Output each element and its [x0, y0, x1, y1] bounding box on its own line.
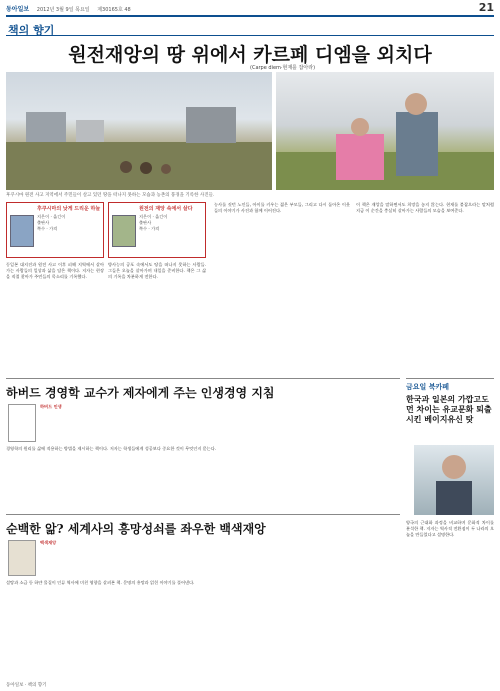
lead-body-text-4: 이 책은 재앙을 말하면서도 희망을 놓지 않는다. 현재를 붙잡으라는 말처럼 지금 이 순간을 충실히 살아가는 사람들의 모습을 보여준다.: [356, 202, 494, 213]
book-info-line-6: 쪽수 · 가격: [139, 226, 160, 231]
story3-body: [6, 580, 400, 676]
side-story-text: 양국의 근대화 과정을 비교하며 문화적 차이를 분석한 책. 저자는 역사적 전환점이 두 나라의 오늘을 만들었다고 설명한다.: [406, 520, 494, 537]
lead-byline: (Carpe diem·현재를 잡아라): [250, 65, 316, 71]
side-story-divider: [406, 378, 494, 379]
story3-text: 설탕과 소금 등 하얀 물질이 인류 역사에 미친 영향을 살펴본 책. 문명의 흥망과 얽힌 이야기를 풀어낸다.: [6, 580, 195, 585]
book-info-box-1: [6, 202, 104, 258]
story2-body: [6, 446, 400, 506]
book-info-line-3: 쪽수 · 가격: [37, 226, 58, 231]
header-rule: [6, 15, 494, 17]
lead-body-text-2: 방사능의 공포 속에서도 땅을 떠나지 못하는 사람들. 그들은 오늘을 살아가며 내일을 준비한다. 책은 그 삶의 기록을 차분하게 전한다.: [108, 262, 206, 279]
section-title: 책의 향기: [8, 24, 55, 37]
lead-photo-caption: 후쿠시마 원전 사고 지역에서 주민들이 살고 있던 땅을 떠나지 못하는 모습과 농촌의 풍경을 기록한 사진들.: [6, 193, 215, 198]
side-story-tag: 금요일 북카페: [406, 383, 450, 391]
page-footer: 동아일보 · 책의 향기: [6, 683, 47, 688]
edition: 제30165호 48: [97, 7, 131, 13]
side-story-headline: 한국과 일본의 가깝고도 먼 차이는 유교문화 퇴출시킨 베이지유신 탓: [406, 394, 492, 424]
masthead: 동아일보: [6, 6, 30, 13]
book-info-line-2: 출판사: [37, 220, 50, 225]
story2-headline: 하버드 경영학 교수가 제자에게 주는 인생경영 지침: [6, 386, 275, 400]
story-divider-2: [6, 514, 400, 515]
lead-photo-left: [6, 72, 272, 190]
book-cover-1: [10, 215, 34, 247]
lead-body-col-3: [214, 202, 350, 372]
story3-book-cover: [8, 540, 36, 576]
lead-body-text-3: 농사를 짓던 노인들, 아이를 키우는 젊은 부모들, 그리고 다시 돌아온 이웃들의 이야기가 사진과 함께 이어진다.: [214, 202, 350, 213]
issue-date: 2012년 3월 9일 목요일: [36, 7, 90, 13]
lead-headline: 원전재앙의 땅 위에서 카르페 디엠을 외치다: [68, 44, 432, 66]
page-number: 21: [478, 1, 494, 14]
lead-body-col-1: [6, 262, 104, 372]
book-info-line-5: 출판사: [139, 220, 152, 225]
book-info-line-4: 지은이 · 옮긴이: [139, 214, 168, 219]
story2-book-title: 하버드 인생: [40, 404, 62, 409]
book-info-line-1: 지은이 · 옮긴이: [37, 214, 66, 219]
book-info-box-2: [108, 202, 206, 258]
story2-book-cover: [8, 404, 36, 442]
lead-body-col-4: [356, 202, 494, 372]
book-info-title-1: 후쿠시마의 낮게 드리운 하늘: [37, 206, 101, 212]
page-header: [6, 1, 494, 15]
book-cover-2: [112, 215, 136, 247]
side-story-photo: [414, 445, 494, 515]
lead-body-text-1: 동일본 대지진과 원전 사고 이후 피해 지역에서 살아가는 사람들의 일상과 삶을 담은 책이다. 저자는 현장을 직접 찾아가 주민들의 목소리를 기록했다.: [6, 262, 104, 279]
side-story-body: [406, 520, 494, 676]
story-divider-1: [6, 378, 400, 379]
section-bar: [6, 19, 494, 36]
story3-book-title: 백색재앙: [40, 540, 57, 545]
lead-photo-right: [276, 72, 494, 190]
lead-body-col-2: [108, 262, 206, 372]
story2-text: 경영학의 원리를 삶에 적용하는 방법을 제시하는 책이다. 저자는 학생들에게 성공보다 중요한 것이 무엇인지 묻는다.: [6, 446, 217, 451]
book-info-title-2: 원전의 재앙 속에서 살다: [139, 206, 193, 212]
story3-headline: 순백한 앎? 세계사의 흥망성쇠를 좌우한 백색재앙: [6, 522, 266, 536]
